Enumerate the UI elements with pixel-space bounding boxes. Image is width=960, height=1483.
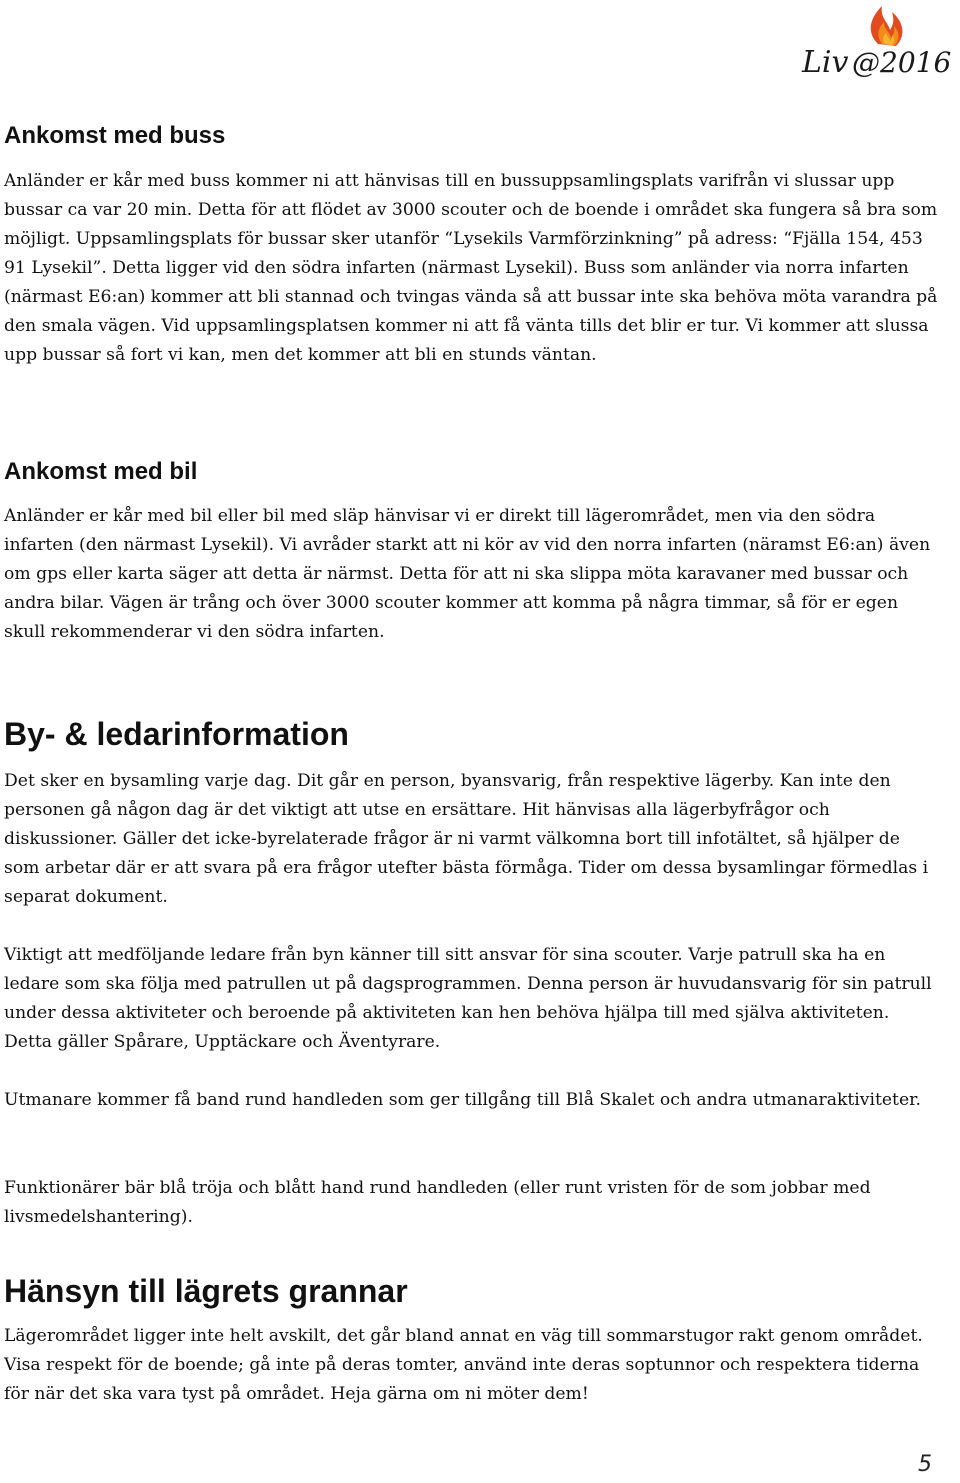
paragraph-funktionarer: Funktionärer bär blå tröja och blått hand rund handleden (eller runt vristen för de som jobbar med livsmedelshantering). — [4, 1178, 871, 1227]
page-number: 5 — [918, 1452, 932, 1477]
logo-text-liv: Liv — [802, 45, 849, 80]
paragraph-bysamling: Det sker en bysamling varje dag. Dit går en person, byansvarig, från respektive lägerby. Kan inte den personen gå någon dag är det viktigt att utse en ersättare. Hit hänvisas alla lägerbyfrågor och diskussioner. Gäller det icke-byrelaterade frågor är ni varmt välkomna bort till infotältet, så hjälper de som arbetar där er att svara på era frågor utefter bästa förmåga. Tider om dessa bysamlingar förmedlas i separat dokument. — [4, 771, 929, 907]
flame-icon — [871, 6, 903, 46]
paragraph-bil: Anländer er kår med bil eller bil med släp hänvisar vi er direkt till lägerområdet, men via den södra infarten (den närmast Lysekil). Vi avråder starkt att ni kör av vid den norra infarten (näramst E6:an) även om gps eller karta säger att detta är närmst. Detta för att ni ska slippa möta karavaner med bussar och andra bilar. Vägen är trång och över 3000 scouter kommer att komma på några timmar, så för er egen skull rekommenderar vi den södra infarten. — [4, 506, 931, 642]
liv2016-logo — [796, 0, 960, 86]
paragraph-utmanare: Utmanare kommer få band rund handleden som ger tillgång till Blå Skalet och andra utmanaraktiviteter. — [4, 1090, 921, 1110]
heading-hansyn-grannar: Hänsyn till lägrets grannar — [4, 1273, 408, 1309]
heading-ankomst-bil: Ankomst med bil — [4, 458, 198, 485]
paragraph-buss: Anländer er kår med buss kommer ni att hänvisas till en bussuppsamlingsplats varifrån vi slussar upp bussar ca var 20 min. Detta för att flödet av 3000 scouter och de boende i området ska fungera så bra som möjligt. Uppsamlingsplats för bussar sker utanför “Lysekils Varmförzinkning” på adress: “Fjälla 154, 453 91 Lysekil”. Detta ligger vid den södra infarten (närmast Lysekil). Buss som anländer via norra infarten (närmast E6:an) kommer att bli stannad och tvingas vända så att bussar inte ska behöva möta varandra på den smala vägen. Vid uppsamlingsplatsen kommer ni att få vänta tills det blir er tur. Vi kommer att slussa upp bussar så fort vi kan, men det kommer att bli en stunds väntan. — [4, 171, 938, 365]
paragraph-ledare: Viktigt att medföljande ledare från byn känner till sitt ansvar för sina scouter. Varje patrull ska ha en ledare som ska följa med patrullen ut på dagsprogrammen. Denna person är huvudansvarig för sin patrull under dessa aktiviteter och beroende på aktiviteten kan hen behöva hjälpa till med själva aktiviteten. Detta gäller Spårare, Upptäckare och Äventyrare. — [4, 945, 932, 1052]
paragraph-grannar: Lägerområdet ligger inte helt avskilt, det går bland annat en väg till sommarstugor rakt genom området. Visa respekt för de boende; gå inte på deras tomter, använd inte deras soptunnor och respektera tiderna för när det ska vara tyst på området. Heja gärna om ni möter dem! — [4, 1326, 923, 1404]
heading-by-ledarinformation: By- & ledarinformation — [4, 716, 349, 752]
logo-text-year: @2016 — [852, 46, 952, 79]
heading-ankomst-buss: Ankomst med buss — [4, 122, 226, 149]
